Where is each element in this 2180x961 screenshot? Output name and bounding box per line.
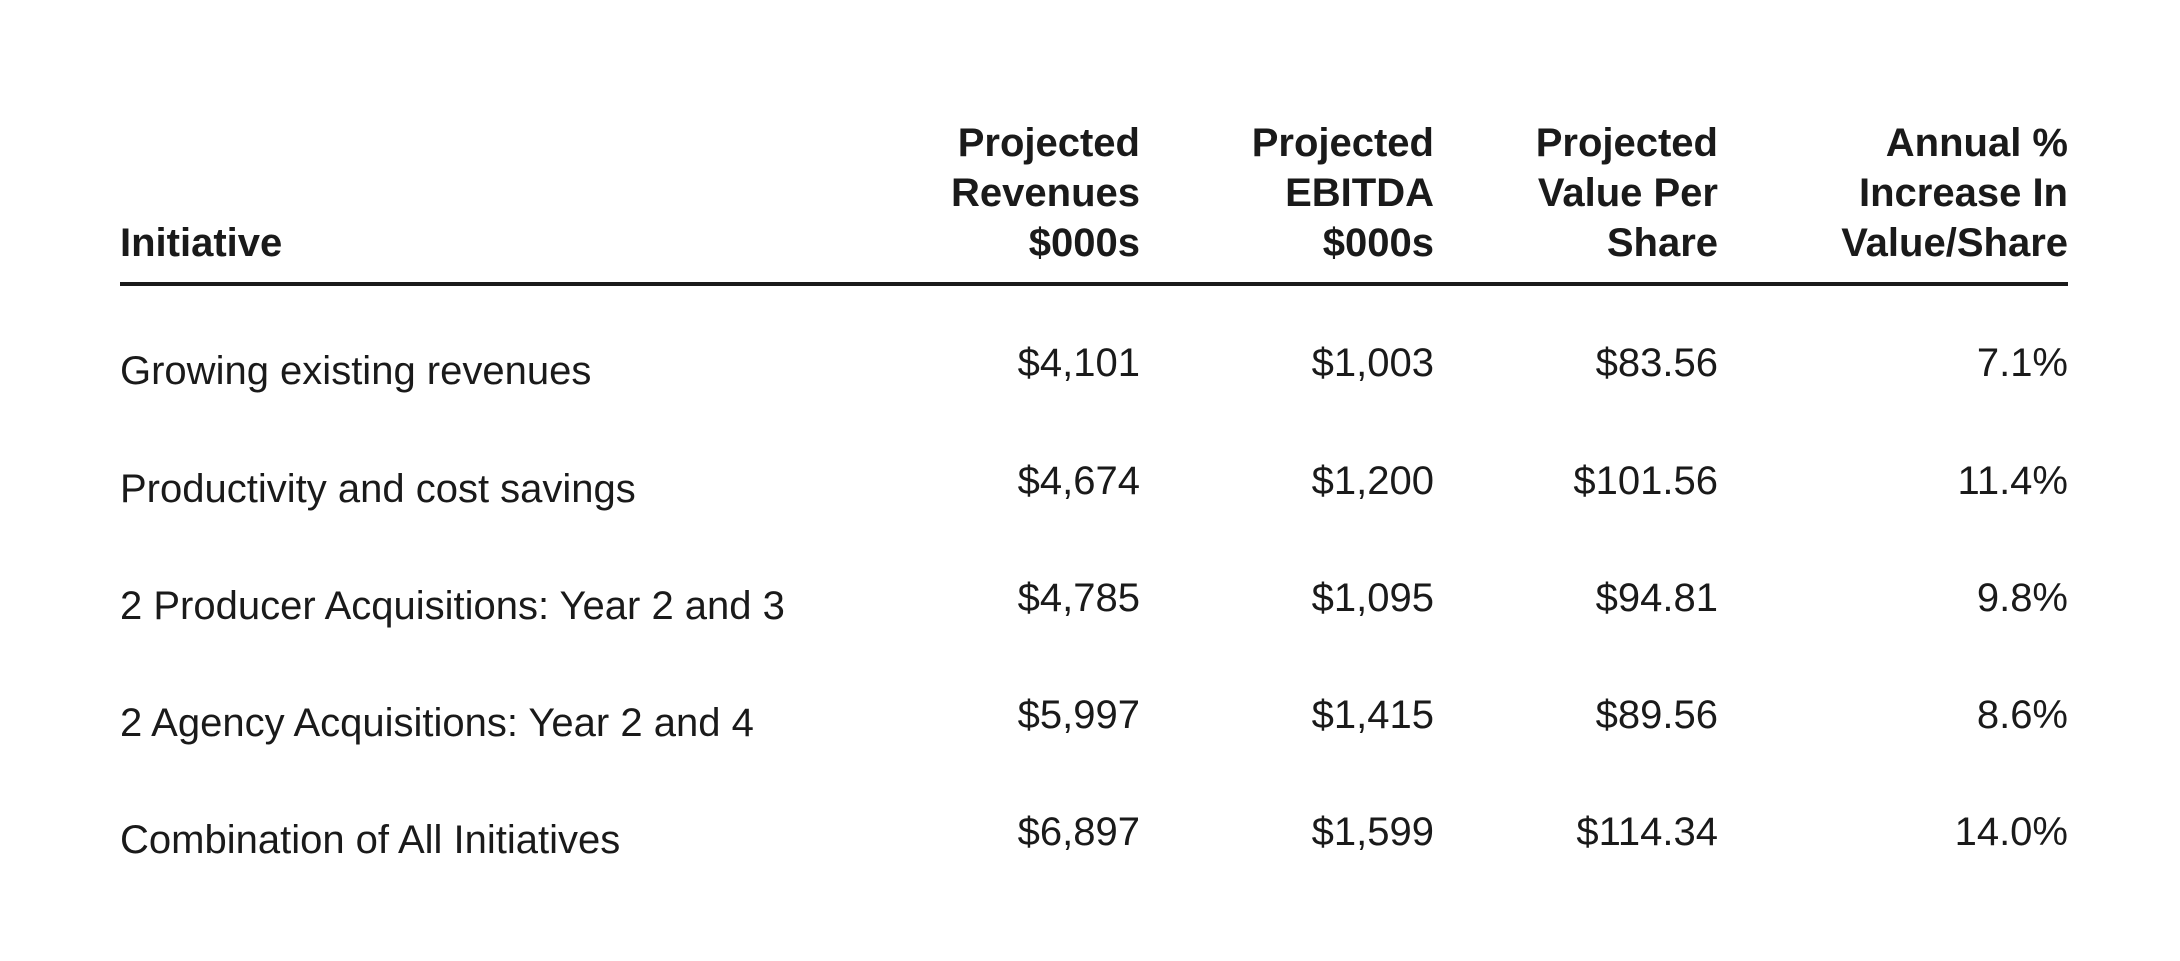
cell-value: 8.6% (1976, 692, 2068, 737)
cell-value: 11.4% (1957, 458, 2068, 503)
cell-value: $1,415 (1311, 692, 1434, 737)
cell-value: 14.0% (1954, 809, 2068, 854)
cell-annual-increase (1718, 284, 2068, 430)
table-header (120, 118, 2068, 284)
cell-value: $5,997 (1017, 692, 1140, 737)
cell-value: 9.8% (1976, 575, 2068, 620)
cell-ebitda (1140, 664, 1434, 781)
cell-value: $1,599 (1311, 809, 1434, 854)
cell-ebitda (1140, 781, 1434, 898)
cell-annual-increase (1718, 781, 2068, 898)
cell-value-per-share (1434, 781, 1718, 898)
header-line: $000s (1028, 221, 1140, 265)
cell-value: $101.56 (1573, 458, 1718, 503)
header-line: Increase In (1858, 171, 2068, 215)
header-line: EBITDA (1285, 171, 1434, 215)
header-projected-ebitda (1140, 118, 1434, 284)
header-line: Projected (957, 121, 1140, 165)
cell-value-per-share (1434, 547, 1718, 664)
header-line: Value/Share (1841, 221, 2068, 265)
cell-annual-increase (1718, 664, 2068, 781)
cell-value: $94.81 (1595, 575, 1718, 620)
cell-value: $4,674 (1017, 458, 1140, 503)
cell-value: $1,200 (1311, 458, 1434, 503)
header-projected-revenues (900, 118, 1140, 284)
cell-value: $1,003 (1311, 341, 1434, 385)
header-line: Projected (1251, 121, 1434, 165)
cell-annual-increase (1718, 547, 2068, 664)
cell-initiative: Combination of All Initiatives (120, 817, 621, 862)
cell-ebitda (1140, 430, 1434, 547)
header-line: Annual % (1885, 121, 2068, 165)
cell-value-per-share (1434, 430, 1718, 547)
cell-value: $83.56 (1595, 341, 1718, 385)
header-annual-increase (1718, 118, 2068, 284)
cell-value: $6,897 (1017, 809, 1140, 854)
cell-revenues (900, 664, 1140, 781)
header-line: Projected (1535, 121, 1718, 165)
cell-value: $1,095 (1311, 575, 1434, 620)
cell-revenues (900, 781, 1140, 898)
cell-value: 7.1% (1976, 341, 2068, 385)
initiatives-table-container (120, 118, 2068, 898)
cell-value: $89.56 (1595, 692, 1718, 737)
table-row (120, 664, 2068, 781)
table-body (120, 284, 2068, 898)
cell-revenues (900, 284, 1140, 430)
table-row (120, 781, 2068, 898)
header-line: $000s (1322, 221, 1434, 265)
cell-value-per-share (1434, 284, 1718, 430)
cell-initiative: 2 Agency Acquisitions: Year 2 and 4 (120, 700, 754, 745)
cell-revenues (900, 547, 1140, 664)
table-row (120, 547, 2068, 664)
table-row (120, 284, 2068, 430)
cell-initiative: Growing existing revenues (120, 349, 592, 393)
header-initiative (120, 118, 900, 284)
cell-ebitda (1140, 547, 1434, 664)
cell-value: $4,101 (1017, 341, 1140, 385)
header-projected-value-per-share (1434, 118, 1718, 284)
cell-revenues (900, 430, 1140, 547)
cell-value-per-share (1434, 664, 1718, 781)
cell-initiative: Productivity and cost savings (120, 466, 636, 511)
cell-value: $114.34 (1576, 809, 1718, 854)
header-row (120, 118, 2068, 284)
initiatives-table (120, 118, 2068, 898)
cell-initiative: 2 Producer Acquisitions: Year 2 and 3 (120, 583, 785, 628)
cell-ebitda (1140, 284, 1434, 430)
header-line: Share (1606, 221, 1718, 265)
header-line: Initiative (120, 221, 283, 265)
cell-value: $4,785 (1017, 575, 1140, 620)
header-line: Value Per (1537, 171, 1718, 215)
cell-annual-increase (1718, 430, 2068, 547)
header-line: Revenues (951, 171, 1140, 215)
table-row (120, 430, 2068, 547)
